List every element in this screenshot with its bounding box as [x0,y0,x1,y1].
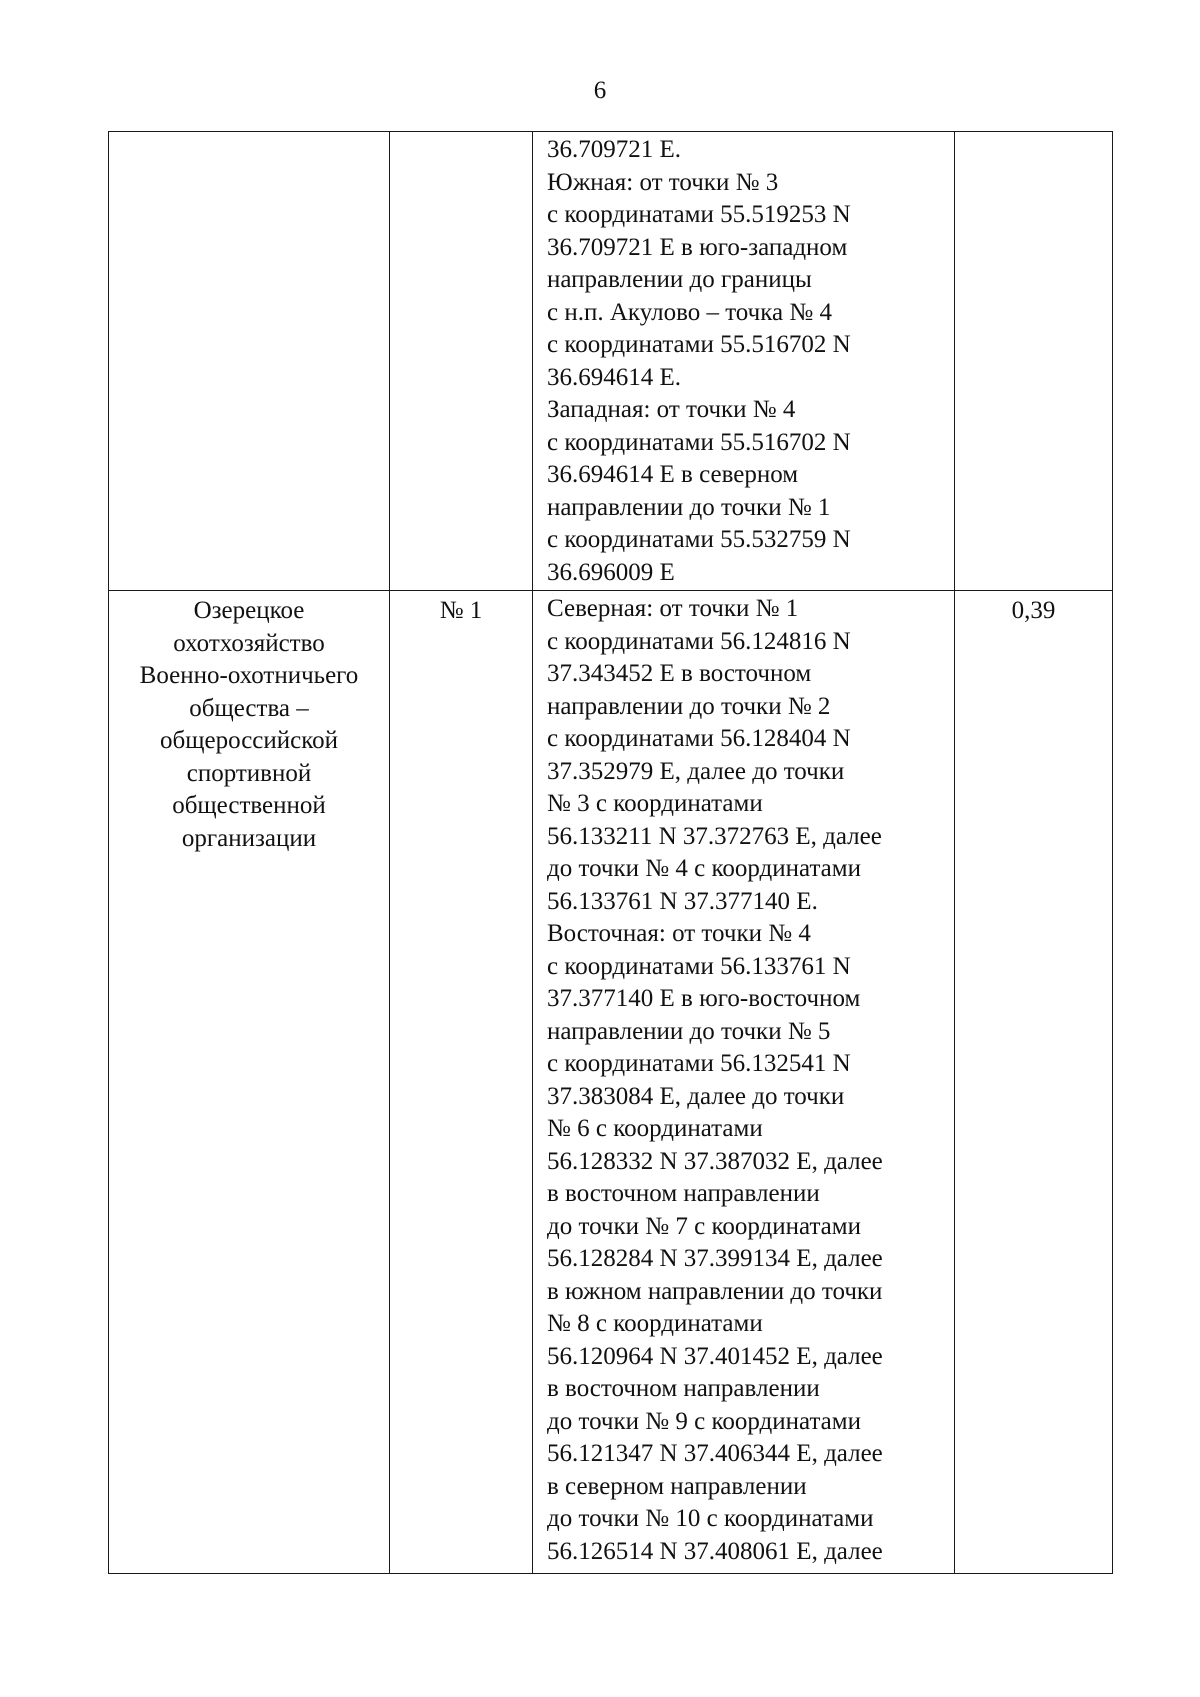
text-line: в южном направлении до точки [547,1277,883,1305]
text-line: в северном направлении [547,1472,807,1500]
text-line: в восточном направлении [547,1180,820,1207]
text-line: с координатами 55.519253 N [547,201,851,228]
boundary-description-cell [533,591,955,1574]
text-line: общества – [189,694,309,722]
area-cell: 0,39 [955,591,1113,1574]
area-cell [955,132,1113,591]
text-line: направлении до точки № 1 [547,493,831,521]
page-number: 6 [593,77,607,104]
text-line: 56.120964 N 37.401452 E, далее [547,1342,883,1370]
text-line: с координатами 56.133761 N [547,952,851,980]
text-line: направлении до точки № 2 [547,692,831,720]
boundary-description-cell [533,132,955,591]
table-row [109,132,1113,591]
text-line: 37.377140 E в юго-восточном [547,985,861,1012]
text-line: до точки № 4 с координатами [547,855,861,882]
text-line: Военно-охотничьего [139,662,359,689]
text-line: с координатами 55.516702 N [547,428,851,456]
text-line: до точки № 10 с координатами [547,1505,874,1532]
text-line: до точки № 9 с координатами [547,1407,861,1435]
text-line: 36.694614 E. [547,363,682,391]
text-line: Озерецкое [193,597,305,624]
boundaries-table [108,131,1113,1574]
text-line: с координатами 55.532759 N [547,526,851,553]
text-line: 56.121347 N 37.406344 E, далее [547,1440,883,1467]
text-line: Южная: от точки № 3 [547,168,779,196]
text-line: 37.383084 E, далее до точки [547,1082,845,1110]
text-line: № 3 с координатами [547,790,763,817]
text-line: Северная: от точки № 1 [547,595,799,622]
text-line: 56.128332 N 37.387032 E, далее [547,1147,883,1175]
text-line: с н.п. Акулово – точка № 4 [547,298,832,326]
text-line: 56.126514 N 37.408061 E, далее [547,1537,883,1565]
text-line: 37.343452 E в восточном [547,660,812,687]
text-line: 56.128284 N 37.399134 E, далее [547,1245,883,1272]
text-line: охотхозяйство [173,629,325,657]
text-line: 37.352979 E, далее до точки [547,757,845,785]
text-line: № 6 с координатами [547,1115,763,1142]
text-line: спортивной [186,759,312,787]
text-line: Восточная: от точки № 4 [547,920,811,947]
text-line: № 8 с координатами [547,1310,763,1337]
text-line: до точки № 7 с координатами [547,1212,861,1240]
text-line: с координатами 56.132541 N [547,1050,851,1077]
text-line: с координатами 55.516702 N [547,331,851,358]
text-line: общероссийской [160,727,338,754]
text-line: с координатами 56.124816 N [547,627,851,655]
text-line: 36.709721 E. [547,136,682,163]
text-line: Западная: от точки № 4 [547,396,796,423]
table-row [109,591,1113,1574]
text-line: 56.133211 N 37.372763 E, далее [547,822,882,850]
number-cell [390,132,533,591]
text-line: направлении до точки № 5 [547,1017,831,1045]
text-line: 36.694614 E в северном [547,461,799,488]
text-line: организации [181,824,317,852]
text-line: 56.133761 N 37.377140 E. [547,887,818,915]
text-line: общественной [172,792,326,819]
organization-cell [109,132,390,591]
number-cell: № 1 [390,591,533,1574]
text-line: в восточном направлении [547,1375,820,1402]
text-line: с координатами 56.128404 N [547,725,851,752]
text-line: направлении до границы [547,266,812,293]
text-line: 36.709721 E в юго-западном [547,233,848,261]
organization-cell [109,591,390,1574]
text-line: 36.696009 E [547,558,675,586]
